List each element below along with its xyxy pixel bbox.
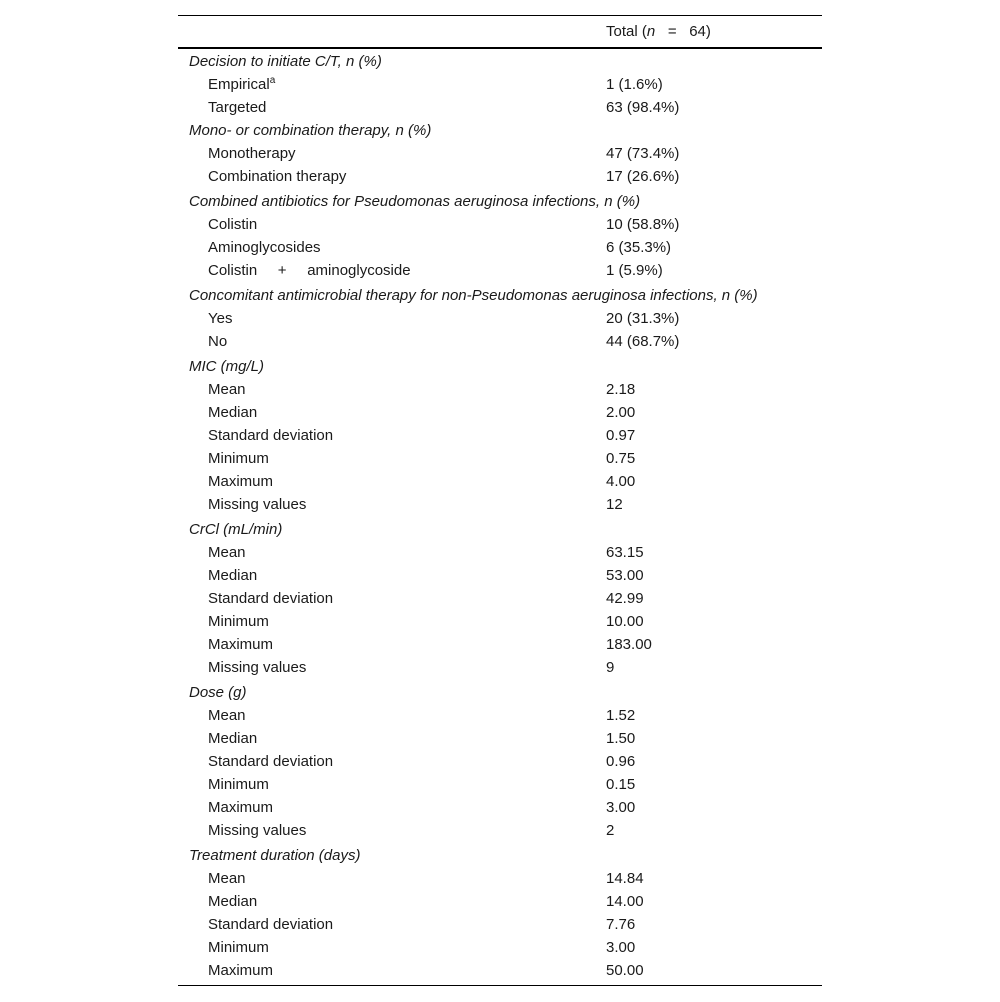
row-label: Aminoglycosides bbox=[208, 239, 321, 256]
row-label: Missing values bbox=[208, 659, 307, 676]
row-label: Median bbox=[208, 404, 258, 421]
section-title: MIC (mg/L) bbox=[189, 358, 264, 375]
table-row bbox=[178, 818, 822, 841]
row-value: 3.00 bbox=[606, 799, 636, 816]
row-label: Standard deviation bbox=[208, 916, 334, 933]
row-label: Minimum bbox=[208, 939, 269, 956]
row-label: Mean bbox=[208, 544, 246, 561]
row-value: 42.99 bbox=[606, 590, 644, 607]
row-value: 4.00 bbox=[606, 473, 636, 490]
row-value: 9 bbox=[606, 659, 615, 676]
table-row bbox=[178, 958, 822, 981]
row-value: 14.00 bbox=[606, 893, 644, 910]
table-row bbox=[178, 492, 822, 515]
row-value: 3.00 bbox=[606, 939, 636, 956]
row-value: 53.00 bbox=[606, 567, 644, 584]
row-label: Minimum bbox=[208, 450, 269, 467]
row-value: 50.00 bbox=[606, 962, 644, 979]
row-label: Median bbox=[208, 730, 258, 747]
section-title: Dose (g) bbox=[189, 684, 247, 701]
table-row bbox=[178, 377, 822, 400]
section-treatment-duration bbox=[178, 843, 822, 981]
table-row bbox=[178, 609, 822, 632]
table-row bbox=[178, 749, 822, 772]
table-row bbox=[178, 912, 822, 935]
row-value: 0.97 bbox=[606, 427, 636, 444]
row-value: 2.18 bbox=[606, 381, 636, 398]
row-label: Maximum bbox=[208, 799, 274, 816]
section-title: CrCl (mL/min) bbox=[189, 521, 283, 538]
row-label: Mean bbox=[208, 870, 246, 887]
row-value: 1.52 bbox=[606, 707, 636, 724]
row-label: Maximum bbox=[208, 636, 274, 653]
footnote-marker: a bbox=[269, 75, 276, 86]
row-value: 20 (31.3%) bbox=[606, 310, 680, 327]
section-title: Mono- or combination therapy, n (%) bbox=[189, 122, 432, 139]
table-row bbox=[178, 889, 822, 912]
row-value: 17 (26.6%) bbox=[606, 168, 680, 185]
row-value: 2.00 bbox=[606, 404, 636, 421]
row-label: Mean bbox=[208, 381, 246, 398]
row-label: Median bbox=[208, 567, 258, 584]
table-row bbox=[178, 164, 822, 187]
row-value: 6 (35.3%) bbox=[606, 239, 672, 256]
table-row bbox=[178, 726, 822, 749]
table-row bbox=[178, 400, 822, 423]
table-row bbox=[178, 212, 822, 235]
row-value: 0.75 bbox=[606, 450, 636, 467]
table-row bbox=[178, 703, 822, 726]
table-header-row bbox=[178, 16, 822, 49]
table-bottom-rule bbox=[178, 985, 822, 986]
row-value: 7.76 bbox=[606, 916, 636, 933]
table-row bbox=[178, 772, 822, 795]
row-value: 12 bbox=[606, 496, 623, 513]
row-label: Colistin bbox=[208, 216, 258, 233]
row-label: Minimum bbox=[208, 613, 269, 630]
row-value: 1.50 bbox=[606, 730, 636, 747]
row-label: Yes bbox=[208, 310, 233, 327]
table-row bbox=[178, 866, 822, 889]
row-value: 1 (5.9%) bbox=[606, 262, 663, 279]
row-label: Minimum bbox=[208, 776, 269, 793]
table-row bbox=[178, 329, 822, 352]
table-row bbox=[178, 632, 822, 655]
row-label: Missing values bbox=[208, 496, 307, 513]
section-crcl bbox=[178, 517, 822, 678]
section-combined-antibiotics bbox=[178, 189, 822, 281]
row-value: 63.15 bbox=[606, 544, 644, 561]
row-label: Standard deviation bbox=[208, 427, 334, 444]
table-row bbox=[178, 235, 822, 258]
row-label: No bbox=[208, 333, 228, 350]
section-mic bbox=[178, 354, 822, 515]
section-concomitant-therapy bbox=[178, 283, 822, 352]
row-value: 1 (1.6%) bbox=[606, 76, 663, 93]
section-title: Combined antibiotics for Pseudomonas aeruginosa infections, n (%) bbox=[189, 193, 641, 210]
row-value: 0.15 bbox=[606, 776, 636, 793]
row-value: 10.00 bbox=[606, 613, 644, 630]
row-label: Standard deviation bbox=[208, 590, 334, 607]
row-value: 0.96 bbox=[606, 753, 636, 770]
table-row bbox=[178, 540, 822, 563]
row-label: Combination therapy bbox=[208, 168, 347, 185]
table-row bbox=[178, 446, 822, 469]
row-label: Monotherapy bbox=[208, 145, 296, 162]
row-label: Maximum bbox=[208, 962, 274, 979]
row-value: 47 (73.4%) bbox=[606, 145, 680, 162]
table-row bbox=[178, 423, 822, 446]
row-label: Targeted bbox=[208, 99, 267, 116]
section-title: Decision to initiate C/T, n (%) bbox=[189, 53, 382, 70]
row-label: Median bbox=[208, 893, 258, 910]
table-row bbox=[178, 795, 822, 818]
section-dose bbox=[178, 680, 822, 841]
section-therapy-type bbox=[178, 118, 822, 187]
data-table bbox=[178, 15, 822, 986]
table-row bbox=[178, 469, 822, 492]
row-value: 183.00 bbox=[606, 636, 652, 653]
section-title: Concomitant antimicrobial therapy for non-Pseudomonas aeruginosa infections, n (%) bbox=[189, 287, 758, 304]
table-row bbox=[178, 306, 822, 329]
row-label: Colistin + aminoglycoside bbox=[208, 262, 411, 279]
row-value: 10 (58.8%) bbox=[606, 216, 680, 233]
row-label: Empirical$^a$ bbox=[208, 75, 276, 93]
table-row bbox=[178, 586, 822, 609]
row-value: 63 (98.4%) bbox=[606, 99, 680, 116]
table-row bbox=[178, 258, 822, 281]
table-row bbox=[178, 141, 822, 164]
row-value: 2 bbox=[606, 822, 615, 839]
table-row bbox=[178, 935, 822, 958]
total-column-header: Total (n = 64) bbox=[606, 23, 711, 40]
table-row bbox=[178, 563, 822, 586]
table-row bbox=[178, 72, 822, 95]
section-decision bbox=[178, 49, 822, 118]
row-value: 44 (68.7%) bbox=[606, 333, 680, 350]
table-row bbox=[178, 95, 822, 118]
row-label: Missing values bbox=[208, 822, 307, 839]
section-title: Treatment duration (days) bbox=[189, 847, 361, 864]
row-label: Mean bbox=[208, 707, 246, 724]
table-row bbox=[178, 655, 822, 678]
row-label: Maximum bbox=[208, 473, 274, 490]
row-value: 14.84 bbox=[606, 870, 644, 887]
row-label: Standard deviation bbox=[208, 753, 334, 770]
